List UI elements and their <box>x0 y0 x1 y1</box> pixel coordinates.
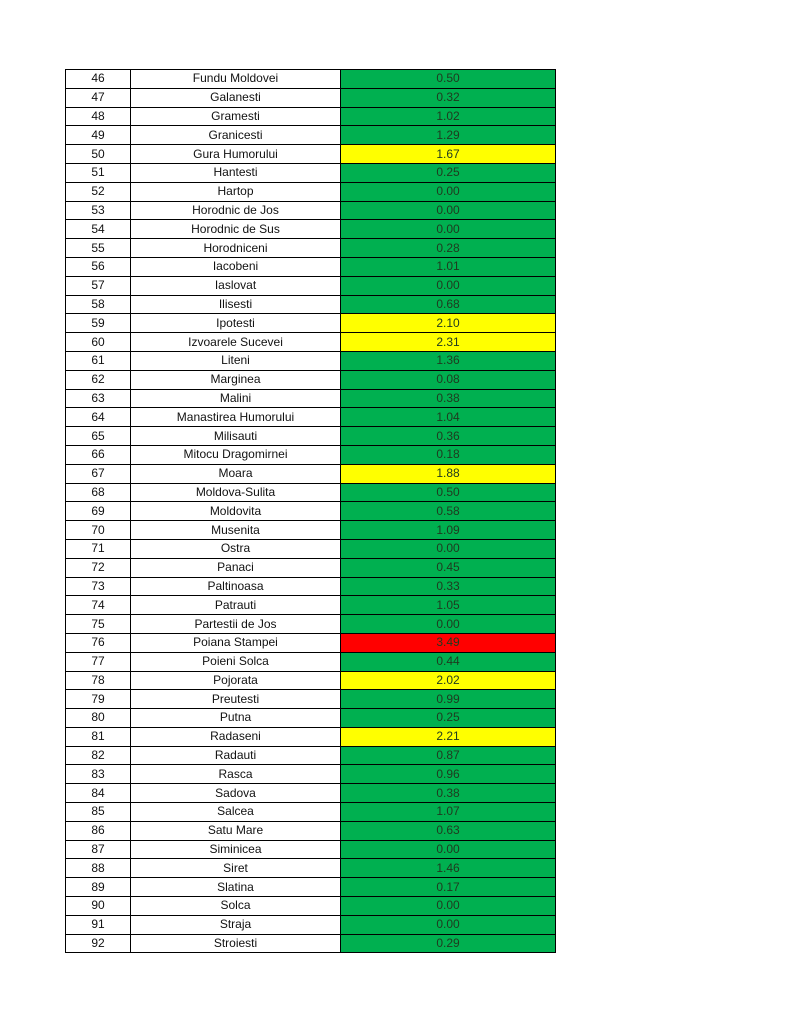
value-cell: 1.46 <box>341 859 556 878</box>
value-cell: 1.29 <box>341 126 556 145</box>
table-row <box>66 803 556 822</box>
row-number-cell: 54 <box>66 220 131 239</box>
locality-name-cell: Mitocu Dragomirnei <box>131 445 341 464</box>
table-row <box>66 897 556 916</box>
row-number-cell: 67 <box>66 464 131 483</box>
value-cell: 1.04 <box>341 408 556 427</box>
table-row <box>66 257 556 276</box>
locality-name-cell: Radauti <box>131 746 341 765</box>
value-cell: 1.36 <box>341 351 556 370</box>
row-number-cell: 76 <box>66 633 131 652</box>
row-number-cell: 72 <box>66 558 131 577</box>
table-row <box>66 558 556 577</box>
table-row <box>66 427 556 446</box>
locality-name-cell: Fundu Moldovei <box>131 70 341 89</box>
value-cell: 2.02 <box>341 671 556 690</box>
locality-name-cell: Musenita <box>131 521 341 540</box>
value-cell: 0.25 <box>341 163 556 182</box>
table-row <box>66 163 556 182</box>
table-row <box>66 690 556 709</box>
value-cell: 0.68 <box>341 295 556 314</box>
table-row <box>66 934 556 953</box>
locality-name-cell: Ipotesti <box>131 314 341 333</box>
value-cell: 0.36 <box>341 427 556 446</box>
value-cell: 0.99 <box>341 690 556 709</box>
table-row <box>66 464 556 483</box>
value-cell: 0.00 <box>341 539 556 558</box>
value-cell: 0.00 <box>341 182 556 201</box>
table-row <box>66 389 556 408</box>
row-number-cell: 63 <box>66 389 131 408</box>
table-row <box>66 333 556 352</box>
row-number-cell: 46 <box>66 70 131 89</box>
table-row <box>66 539 556 558</box>
table-row <box>66 483 556 502</box>
row-number-cell: 83 <box>66 765 131 784</box>
value-cell: 1.05 <box>341 596 556 615</box>
locality-name-cell: Horodnic de Sus <box>131 220 341 239</box>
table-row <box>66 596 556 615</box>
locality-name-cell: Iaslovat <box>131 276 341 295</box>
locality-name-cell: Poiana Stampei <box>131 633 341 652</box>
table-row <box>66 821 556 840</box>
table-row <box>66 915 556 934</box>
locality-name-cell: Ilisesti <box>131 295 341 314</box>
row-number-cell: 51 <box>66 163 131 182</box>
value-cell: 1.09 <box>341 521 556 540</box>
locality-name-cell: Pojorata <box>131 671 341 690</box>
value-cell: 0.45 <box>341 558 556 577</box>
row-number-cell: 52 <box>66 182 131 201</box>
locality-name-cell: Stroiesti <box>131 934 341 953</box>
row-number-cell: 90 <box>66 897 131 916</box>
locality-name-cell: Radaseni <box>131 727 341 746</box>
row-number-cell: 75 <box>66 615 131 634</box>
row-number-cell: 57 <box>66 276 131 295</box>
table-row <box>66 502 556 521</box>
locality-name-cell: Izvoarele Sucevei <box>131 333 341 352</box>
row-number-cell: 77 <box>66 652 131 671</box>
value-cell: 0.32 <box>341 88 556 107</box>
table-row <box>66 408 556 427</box>
value-cell: 0.00 <box>341 276 556 295</box>
locality-name-cell: Satu Mare <box>131 821 341 840</box>
locality-name-cell: Malini <box>131 389 341 408</box>
row-number-cell: 48 <box>66 107 131 126</box>
row-number-cell: 74 <box>66 596 131 615</box>
value-cell: 0.58 <box>341 502 556 521</box>
row-number-cell: 80 <box>66 709 131 728</box>
locality-name-cell: Moara <box>131 464 341 483</box>
row-number-cell: 70 <box>66 521 131 540</box>
table-row <box>66 88 556 107</box>
table-row <box>66 709 556 728</box>
locality-name-cell: Hartop <box>131 182 341 201</box>
value-cell: 2.21 <box>341 727 556 746</box>
table-row <box>66 859 556 878</box>
locality-name-cell: Panaci <box>131 558 341 577</box>
locality-name-cell: Straja <box>131 915 341 934</box>
value-cell: 0.96 <box>341 765 556 784</box>
row-number-cell: 88 <box>66 859 131 878</box>
localities-table <box>65 69 556 953</box>
value-cell: 0.00 <box>341 915 556 934</box>
table-row <box>66 577 556 596</box>
row-number-cell: 87 <box>66 840 131 859</box>
row-number-cell: 47 <box>66 88 131 107</box>
row-number-cell: 71 <box>66 539 131 558</box>
row-number-cell: 53 <box>66 201 131 220</box>
locality-name-cell: Partestii de Jos <box>131 615 341 634</box>
value-cell: 0.00 <box>341 897 556 916</box>
row-number-cell: 69 <box>66 502 131 521</box>
locality-name-cell: Siminicea <box>131 840 341 859</box>
table-row <box>66 370 556 389</box>
row-number-cell: 81 <box>66 727 131 746</box>
locality-name-cell: Paltinoasa <box>131 577 341 596</box>
row-number-cell: 55 <box>66 239 131 258</box>
locality-name-cell: Granicesti <box>131 126 341 145</box>
value-cell: 0.63 <box>341 821 556 840</box>
table-row <box>66 445 556 464</box>
table-row <box>66 784 556 803</box>
row-number-cell: 68 <box>66 483 131 502</box>
row-number-cell: 89 <box>66 878 131 897</box>
table-row <box>66 671 556 690</box>
table-row <box>66 765 556 784</box>
value-cell: 3.49 <box>341 633 556 652</box>
table-row <box>66 878 556 897</box>
table-row <box>66 239 556 258</box>
row-number-cell: 66 <box>66 445 131 464</box>
table-body <box>66 70 556 953</box>
locality-name-cell: Poieni Solca <box>131 652 341 671</box>
row-number-cell: 58 <box>66 295 131 314</box>
value-cell: 1.02 <box>341 107 556 126</box>
value-cell: 0.44 <box>341 652 556 671</box>
value-cell: 1.67 <box>341 145 556 164</box>
locality-name-cell: Iacobeni <box>131 257 341 276</box>
value-cell: 0.00 <box>341 840 556 859</box>
table-row <box>66 182 556 201</box>
table-row <box>66 201 556 220</box>
table-row <box>66 521 556 540</box>
row-number-cell: 64 <box>66 408 131 427</box>
table-row <box>66 652 556 671</box>
table-row <box>66 727 556 746</box>
locality-name-cell: Sadova <box>131 784 341 803</box>
value-cell: 0.50 <box>341 70 556 89</box>
locality-name-cell: Salcea <box>131 803 341 822</box>
locality-name-cell: Slatina <box>131 878 341 897</box>
locality-name-cell: Siret <box>131 859 341 878</box>
table-row <box>66 220 556 239</box>
locality-name-cell: Marginea <box>131 370 341 389</box>
table-row <box>66 145 556 164</box>
table-row <box>66 126 556 145</box>
table-row <box>66 70 556 89</box>
row-number-cell: 65 <box>66 427 131 446</box>
row-number-cell: 49 <box>66 126 131 145</box>
row-number-cell: 79 <box>66 690 131 709</box>
row-number-cell: 61 <box>66 351 131 370</box>
table-row <box>66 615 556 634</box>
row-number-cell: 84 <box>66 784 131 803</box>
table-row <box>66 746 556 765</box>
row-number-cell: 59 <box>66 314 131 333</box>
table-row <box>66 351 556 370</box>
row-number-cell: 62 <box>66 370 131 389</box>
value-cell: 1.88 <box>341 464 556 483</box>
value-cell: 0.87 <box>341 746 556 765</box>
value-cell: 0.50 <box>341 483 556 502</box>
table-row <box>66 107 556 126</box>
locality-name-cell: Moldovita <box>131 502 341 521</box>
locality-name-cell: Horodnic de Jos <box>131 201 341 220</box>
value-cell: 0.00 <box>341 220 556 239</box>
value-cell: 0.00 <box>341 615 556 634</box>
row-number-cell: 86 <box>66 821 131 840</box>
locality-name-cell: Horodniceni <box>131 239 341 258</box>
row-number-cell: 56 <box>66 257 131 276</box>
locality-name-cell: Liteni <box>131 351 341 370</box>
value-cell: 0.18 <box>341 445 556 464</box>
locality-name-cell: Putna <box>131 709 341 728</box>
row-number-cell: 78 <box>66 671 131 690</box>
locality-name-cell: Galanesti <box>131 88 341 107</box>
locality-name-cell: Hantesti <box>131 163 341 182</box>
value-cell: 0.25 <box>341 709 556 728</box>
locality-name-cell: Moldova-Sulita <box>131 483 341 502</box>
table-row <box>66 840 556 859</box>
value-cell: 0.38 <box>341 389 556 408</box>
row-number-cell: 85 <box>66 803 131 822</box>
table-row <box>66 633 556 652</box>
locality-name-cell: Rasca <box>131 765 341 784</box>
row-number-cell: 92 <box>66 934 131 953</box>
value-cell: 0.33 <box>341 577 556 596</box>
locality-name-cell: Milisauti <box>131 427 341 446</box>
value-cell: 0.00 <box>341 201 556 220</box>
value-cell: 0.38 <box>341 784 556 803</box>
value-cell: 0.28 <box>341 239 556 258</box>
table-row <box>66 276 556 295</box>
table-row <box>66 314 556 333</box>
row-number-cell: 60 <box>66 333 131 352</box>
row-number-cell: 82 <box>66 746 131 765</box>
value-cell: 0.29 <box>341 934 556 953</box>
value-cell: 1.01 <box>341 257 556 276</box>
locality-name-cell: Patrauti <box>131 596 341 615</box>
value-cell: 0.17 <box>341 878 556 897</box>
value-cell: 0.08 <box>341 370 556 389</box>
value-cell: 2.31 <box>341 333 556 352</box>
row-number-cell: 73 <box>66 577 131 596</box>
locality-name-cell: Preutesti <box>131 690 341 709</box>
locality-name-cell: Solca <box>131 897 341 916</box>
row-number-cell: 91 <box>66 915 131 934</box>
locality-name-cell: Manastirea Humorului <box>131 408 341 427</box>
row-number-cell: 50 <box>66 145 131 164</box>
locality-name-cell: Gramesti <box>131 107 341 126</box>
locality-name-cell: Gura Humorului <box>131 145 341 164</box>
table-row <box>66 295 556 314</box>
locality-name-cell: Ostra <box>131 539 341 558</box>
value-cell: 2.10 <box>341 314 556 333</box>
value-cell: 1.07 <box>341 803 556 822</box>
